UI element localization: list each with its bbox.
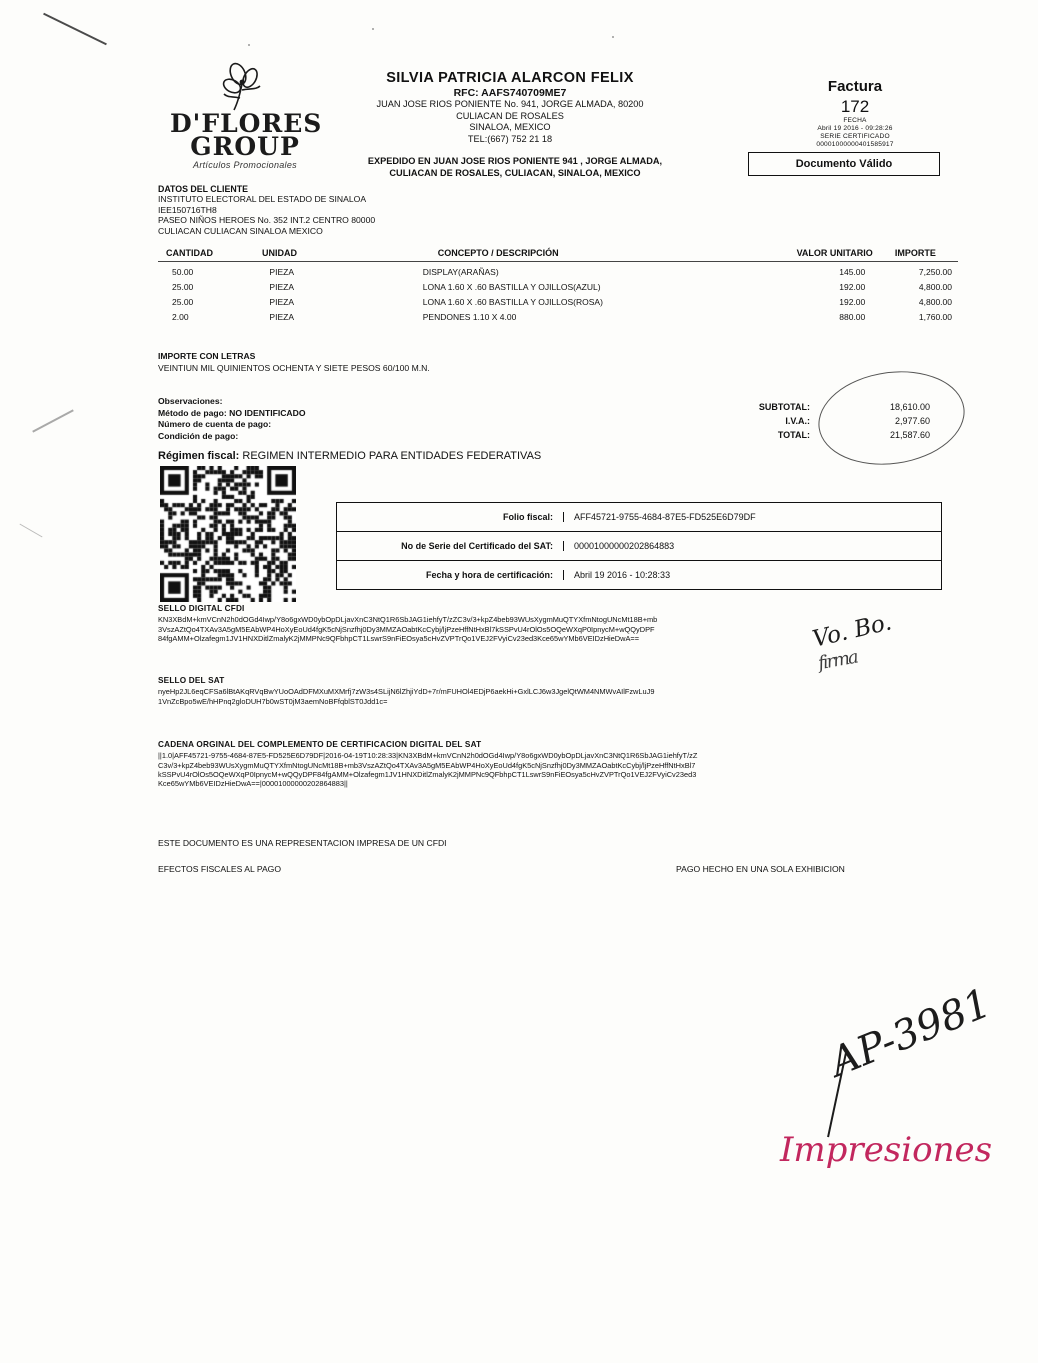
logo-name-line2: GROUP bbox=[190, 132, 300, 161]
table-row bbox=[158, 307, 958, 322]
tax-regime-label: Régimen fiscal: bbox=[158, 450, 240, 462]
sello-sat-title: SELLO DEL SAT bbox=[158, 676, 225, 685]
invoice-date-label: FECHA bbox=[843, 117, 867, 124]
sello-cfdi-text: KN3XBdM+kmVCnN2h0dOGd4Iwp/Y8o6gxWD0ybOpDLjavXnC3NtQ1R6SbJAG1iehfyT/zZC3v/3+kpZ4beb93WUsXygmMuQTYXfmNtogUNcMt18B+mb3VszAZtQo4TXAv3A5gM5EAbWP4HoXyEoUd4fgK5cNjSnzfhj0Dy3MMZAOabtKcCybj/ljPzeHffNtHxBl7kSSPvU4rOlOs5OQeWXqP0IpnycM+wQQyDPF84fgAMM+Olzafegm1JV1HNXDitlZmalyK2jMMPNc9QFbhpCT1LswrS9nFiEOsya5cHvZVPTrQo1VEJ2FVyiCv23ed3Kce65wYMb6VEIDzHieDwA== bbox=[158, 615, 658, 643]
cadena-original-title: CADENA ORGINAL DEL COMPLEMENTO DE CERTIFICACION DIGITAL DEL SAT bbox=[158, 740, 482, 749]
cell-valor: 145.00 bbox=[839, 267, 866, 277]
col-concepto: CONCEPTO / DESCRIPCIÓN bbox=[437, 248, 559, 258]
amount-in-words-text: VEINTIUN MIL QUINIENTOS OCHENTA Y SIETE PESOS 60/100 M.N. bbox=[158, 363, 430, 373]
amount-in-words bbox=[158, 350, 430, 374]
payment-account: Número de cuenta de pago: bbox=[158, 419, 272, 430]
scan-smudge-small bbox=[19, 524, 42, 538]
cadena-original-block bbox=[158, 740, 698, 788]
amount-in-words-title: IMPORTE CON LETRAS bbox=[158, 351, 256, 361]
certificate-serie-label: SERIE CERTIFICADO bbox=[820, 133, 890, 140]
cell-valor: 192.00 bbox=[839, 282, 866, 292]
client-city: CULIACAN CULIACAN SINALOA MEXICO bbox=[158, 225, 323, 236]
sello-cfdi-block bbox=[158, 604, 658, 643]
cell-cantidad: 50.00 bbox=[172, 267, 194, 277]
company-logo bbox=[170, 60, 323, 170]
footnote-effects: EFECTOS FISCALES AL PAGO bbox=[158, 864, 282, 874]
invoice-date: Abril 19 2016 - 09:28:26 bbox=[817, 125, 893, 132]
cell-cantidad: 2.00 bbox=[172, 312, 189, 322]
col-valor-unitario: VALOR UNITARIO bbox=[796, 248, 873, 258]
fiscal-value: Abril 19 2016 - 10:28:33 bbox=[574, 570, 671, 580]
cell-concepto: DISPLAY(ARAÑAS) bbox=[422, 267, 499, 277]
items-table bbox=[158, 248, 958, 322]
logo-name-line1: D'FLORES bbox=[170, 109, 323, 138]
issuer-name: SILVIA PATRICIA ALARCON FELIX bbox=[386, 70, 634, 86]
client-name: INSTITUTO ELECTORAL DEL ESTADO DE SINALOA bbox=[158, 194, 367, 205]
fiscal-info-table bbox=[336, 502, 942, 590]
col-unidad: UNIDAD bbox=[262, 248, 298, 258]
scan-speck bbox=[612, 36, 614, 38]
certificate-serie-value: 00001000000401585917 bbox=[816, 141, 894, 148]
total-value: 21,587.60 bbox=[889, 430, 930, 440]
footnote-single-payment: PAGO HECHO EN UNA SOLA EXHIBICION bbox=[676, 864, 845, 874]
fiscal-value: 00001000000202864883 bbox=[574, 541, 675, 551]
handwritten-signature: firma bbox=[816, 646, 859, 675]
footnote-representation: ESTE DOCUMENTO ES UNA REPRESENTACION IMPRESA DE UN CFDI bbox=[158, 838, 447, 848]
fiscal-label: Folio fiscal: bbox=[337, 512, 564, 522]
fiscal-row bbox=[337, 532, 941, 561]
tax-regime-value: REGIMEN INTERMEDIO PARA ENTIDADES FEDERATIVAS bbox=[242, 450, 542, 462]
qr-code bbox=[160, 466, 296, 602]
sello-sat-block bbox=[158, 676, 658, 706]
col-cantidad: CANTIDAD bbox=[166, 248, 213, 258]
cell-concepto: PENDONES 1.10 X 4.00 bbox=[422, 312, 517, 322]
sello-cfdi-title: SELLO DIGITAL CFDI bbox=[158, 604, 245, 613]
logo-tagline: Artículos Promocionales bbox=[193, 160, 297, 170]
cell-valor: 880.00 bbox=[839, 312, 866, 322]
total-label: I.V.A.: bbox=[785, 416, 810, 426]
client-address: PASEO NIÑOS HEROES No. 352 INT.2 CENTRO 80000 bbox=[158, 215, 376, 226]
fiscal-label: No de Serie del Certificado del SAT: bbox=[337, 541, 564, 551]
issuer-block bbox=[300, 70, 720, 145]
issued-at-line1: EXPEDIDO EN JUAN JOSE RIOS PONIENTE 941 , JORGE ALMADA, bbox=[367, 156, 663, 166]
cell-cantidad: 25.00 bbox=[172, 297, 194, 307]
total-label: TOTAL: bbox=[777, 430, 810, 440]
handwritten-note: Impresiones bbox=[780, 1130, 993, 1170]
col-importe: IMPORTE bbox=[894, 248, 936, 258]
flower-icon bbox=[170, 60, 320, 112]
table-row bbox=[158, 262, 958, 277]
fiscal-value: AFF45721-9755-4684-87E5-FD525E6D79DF bbox=[574, 512, 756, 522]
cell-concepto: LONA 1.60 X .60 BASTILLA Y OJILLOS(AZUL) bbox=[422, 282, 601, 292]
cadena-original-text: ||1.0|AFF45721-9755-4684-87E5-FD525E6D79DF|2016-04-19T10:28:33|KN3XBdM+kmVCnN2h0dOGd4Iwp/Y8o6gxWD0ybOpDLjavXnC3NtQ1R6SbJAG1iehfyT/zZC3v/3+kpZ4beb93WUsXygmMuQTYXfmNtogUNcMt18B+mb3VszAZtQo4TXAv3A5gM5EAbWP4HoXyEoUd4fgK5cNjSnzfhj0Dy3MMZAOabtKcCybj/ljPzeHffNtHxBl7kSSPvU4rOlOs5OQeWXqP0IpnycM+wQQyDPF84fgAMM+Olzafegm1JV1HNXDitlZmalyK2jMMPNc9QFbhpCT1LswrS9nFiEOsya5cHvZVPTrQo1VEJ2FVyiCv23ed3Kce65wYMb6VEIDzHieDwA==|00001000000202864883|| bbox=[158, 751, 698, 789]
cell-importe: 4,800.00 bbox=[918, 282, 952, 292]
invoice-label: Factura bbox=[827, 78, 883, 95]
invoice-meta bbox=[740, 78, 970, 149]
scan-speck bbox=[248, 44, 250, 46]
cell-importe: 7,250.00 bbox=[918, 267, 952, 277]
client-title: DATOS DEL CLIENTE bbox=[158, 184, 248, 194]
cell-unidad: PIEZA bbox=[269, 282, 294, 292]
total-value: 2,977.60 bbox=[894, 416, 930, 426]
fiscal-row bbox=[337, 561, 941, 589]
client-block bbox=[158, 184, 375, 236]
cell-cantidad: 25.00 bbox=[172, 282, 194, 292]
status-badge: Documento Válido bbox=[748, 152, 940, 176]
issuer-rfc: RFC: AAFS740709ME7 bbox=[453, 87, 567, 99]
handwritten-vobo: Vo. Bo. bbox=[810, 609, 895, 653]
handwritten-ellipse-mark bbox=[812, 362, 970, 474]
payment-method: Método de pago: NO IDENTIFICADO bbox=[158, 407, 306, 418]
payment-condition: Condición de pago: bbox=[158, 430, 239, 441]
scan-speck bbox=[372, 28, 374, 30]
issuer-address-1: JUAN JOSE RIOS PONIENTE No. 941, JORGE ALMADA, 80200 bbox=[376, 99, 644, 109]
issuer-address-3: SINALOA, MEXICO bbox=[469, 122, 551, 132]
observations-title: Observaciones: bbox=[158, 396, 223, 406]
cell-concepto: LONA 1.60 X .60 BASTILLA Y OJILLOS(ROSA) bbox=[422, 297, 603, 307]
fiscal-label: Fecha y hora de certificación: bbox=[337, 570, 564, 580]
table-row bbox=[158, 292, 958, 307]
sello-sat-text: nyeHp2JL6eqCFSa6lBtAKqRVqBwYUoOAdDFMXuMXMrfj7zW3s4SLijN6lZhjiYdD+7r/mFUHOl4EDjP6aekHi+GxlLCJ6w3JgelQtWM4NMWvAIlFzwLuJ91VnZcBpo5wE/hHPnq2gloDUH7b0wST0jM3aemNoBFfqblST0Jdd1c= bbox=[158, 687, 655, 706]
cell-valor: 192.00 bbox=[839, 297, 866, 307]
issued-at-line2: CULIACAN DE ROSALES, CULIACAN, SINALOA, MEXICO bbox=[389, 168, 641, 178]
issued-at-block bbox=[300, 155, 730, 179]
client-rfc: IEE150716TH8 bbox=[158, 204, 217, 215]
cell-unidad: PIEZA bbox=[269, 267, 294, 277]
observations-block bbox=[158, 396, 306, 442]
total-label: SUBTOTAL: bbox=[758, 402, 810, 412]
issuer-address-2: CULIACAN DE ROSALES bbox=[456, 110, 564, 121]
scan-fold-mark bbox=[43, 13, 107, 45]
issuer-phone: TEL:(667) 752 21 18 bbox=[467, 133, 553, 144]
handwritten-code: AP-3981 bbox=[823, 980, 998, 1086]
cell-importe: 1,760.00 bbox=[918, 312, 952, 322]
scan-smudge bbox=[32, 409, 74, 432]
cell-importe: 4,800.00 bbox=[918, 297, 952, 307]
total-value: 18,610.00 bbox=[889, 402, 930, 412]
items-header-row bbox=[158, 248, 958, 262]
invoice-number: 172 bbox=[840, 97, 870, 116]
fiscal-row bbox=[337, 503, 941, 532]
cell-unidad: PIEZA bbox=[269, 312, 294, 322]
tax-regime bbox=[158, 450, 541, 462]
table-row bbox=[158, 277, 958, 292]
cell-unidad: PIEZA bbox=[269, 297, 294, 307]
